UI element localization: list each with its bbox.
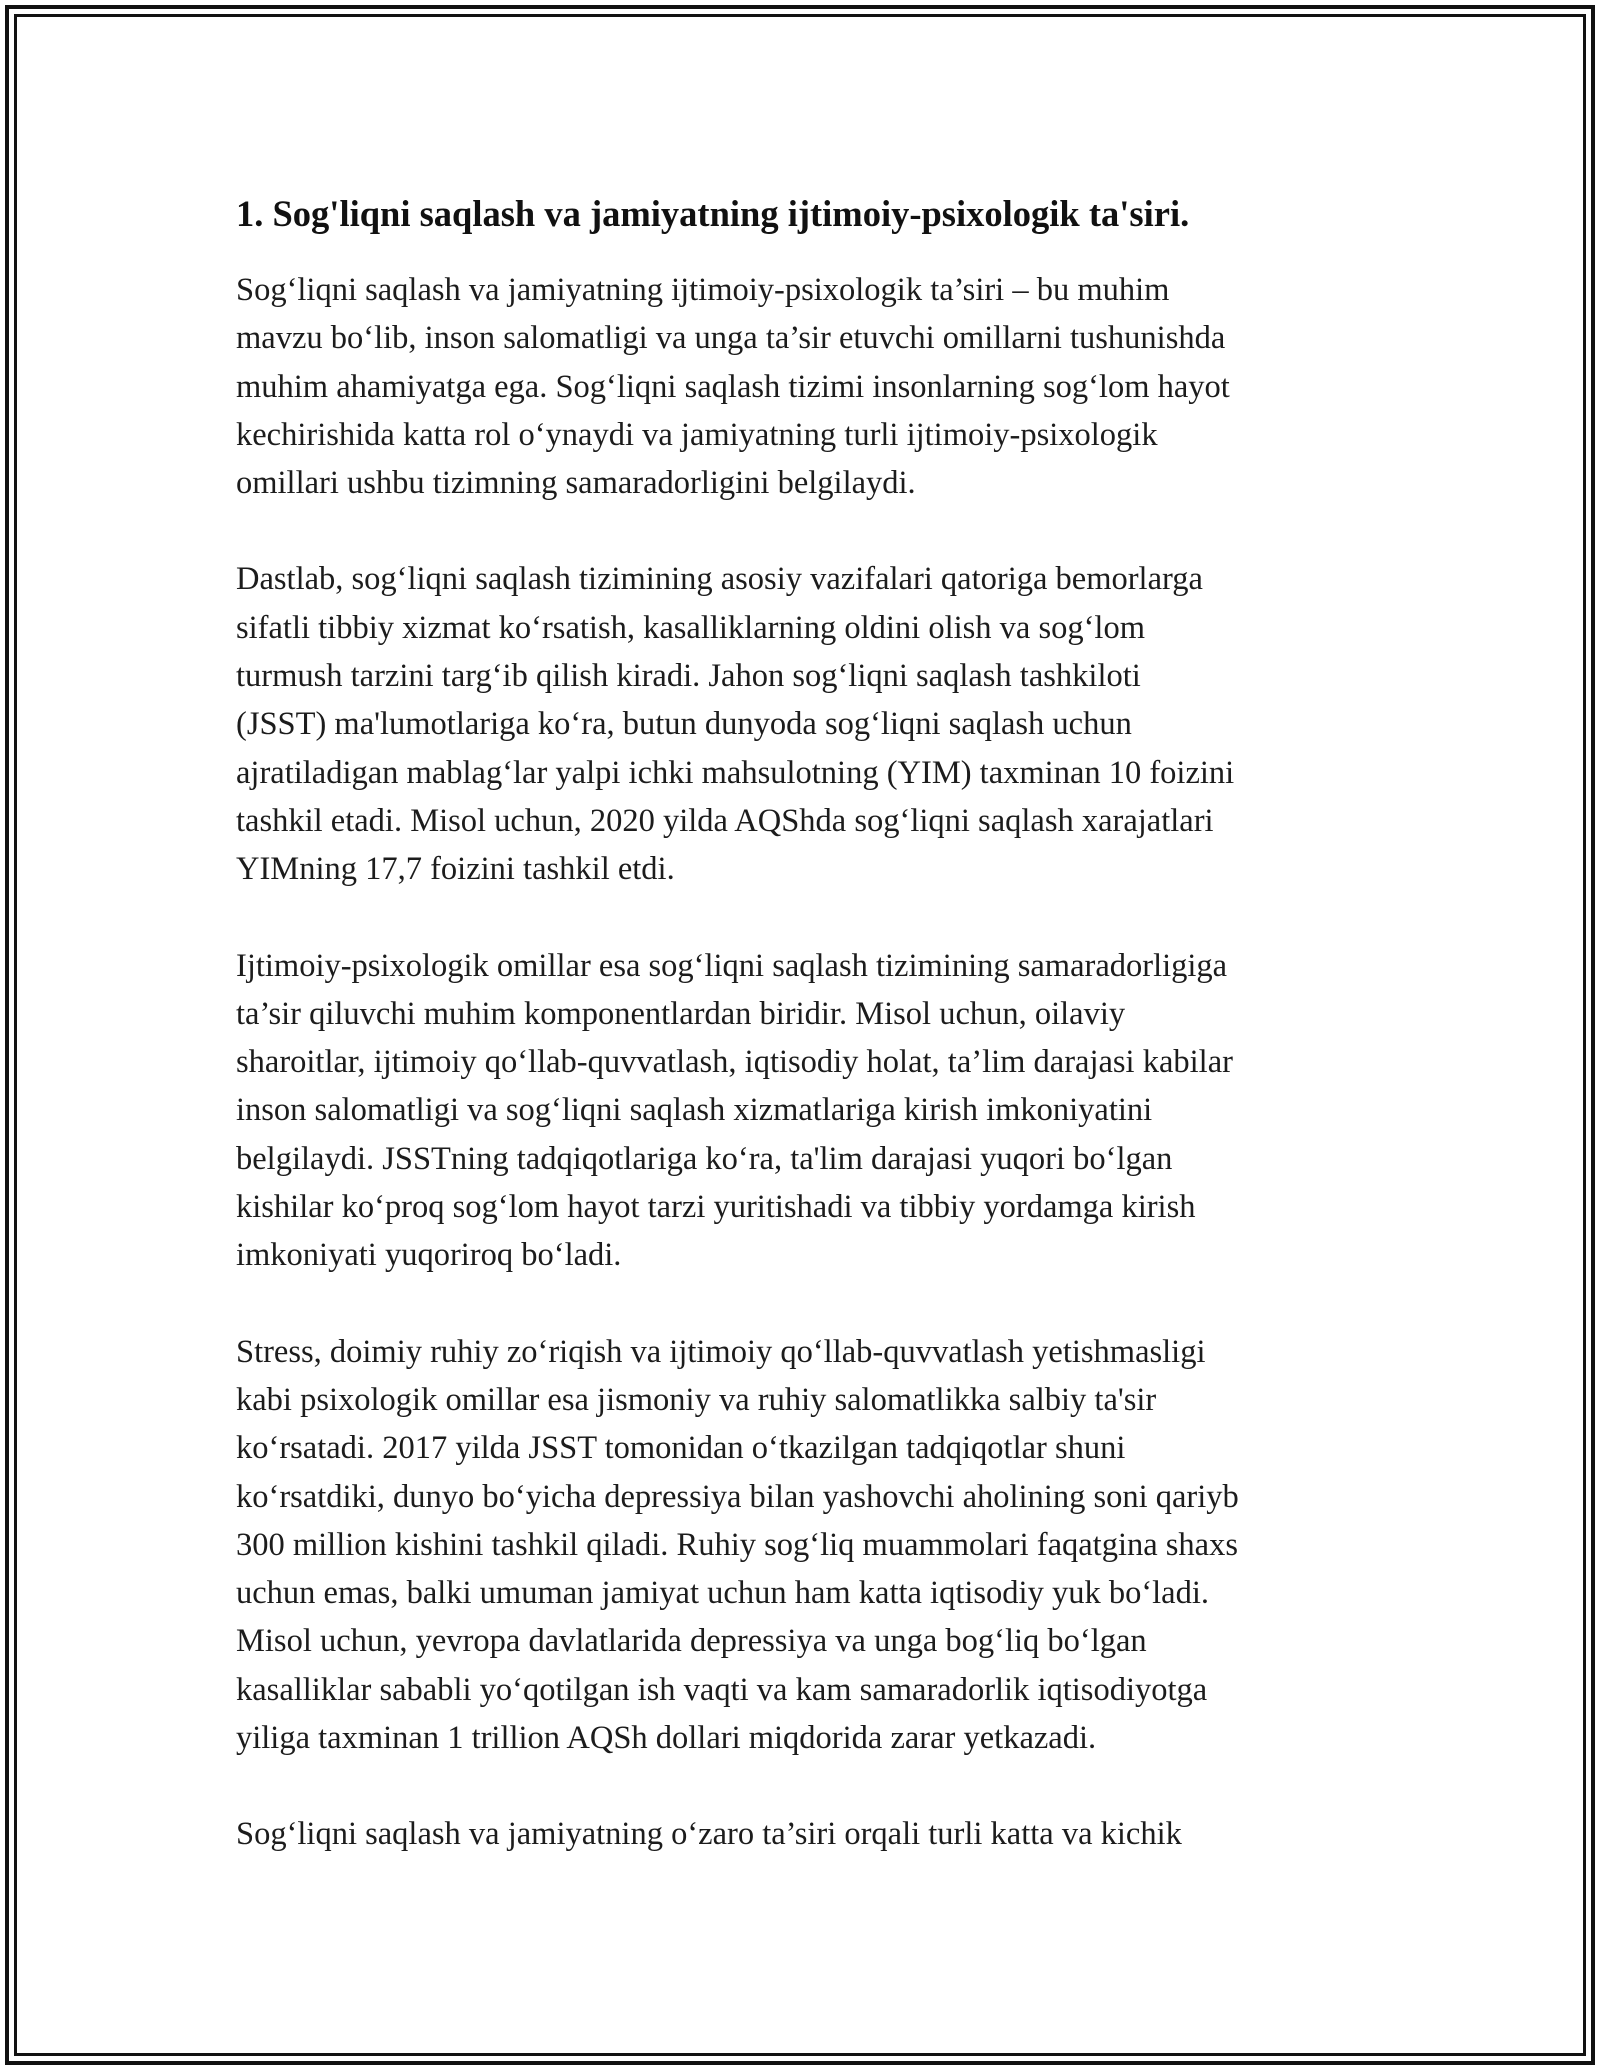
text-line: kechirishida katta rol o‘ynaydi va jamiyatning turli ijtimoiy-psixologik (236, 416, 1158, 453)
text-line: sharoitlar, ijtimoiy qo‘llab-quvvatlash, iqtisodiy holat, ta’lim darajasi kabilar (236, 1044, 1233, 1081)
text-line: kasalliklar sababli yo‘qotilgan ish vaqti va kam samaradorlik iqtisodiyotga (236, 1671, 1208, 1708)
text-line: Ijtimoiy-psixologik omillar esa sog‘liqni saqlash tizimining samaradorligiga (236, 947, 1228, 984)
text-line: turmush tarzini targ‘ib qilish kiradi. Jahon sog‘liqni saqlash tashkiloti (236, 658, 1141, 695)
paragraph-stress (236, 1328, 1376, 1763)
paragraph-healthcare-system (236, 555, 1376, 893)
document-body (236, 188, 1376, 1907)
paragraph-social-factors (236, 942, 1376, 1280)
paragraph-intro (236, 266, 1376, 507)
text-line: belgilaydi. JSSTning tadqiqotlariga ko‘ra, ta'lim darajasi yuqori bo‘lgan (236, 1140, 1173, 1177)
text-line: ta’sir qiluvchi muhim komponentlardan biridir. Misol uchun, oilaviy (236, 995, 1126, 1032)
text-line: YIMning 17,7 foizini tashkil etdi. (236, 851, 675, 888)
text-line: ajratiladigan mablag‘lar yalpi ichki mahsulotning (YIM) taxminan 10 foizini (236, 754, 1235, 791)
text-line: tashkil etadi. Misol uchun, 2020 yilda AQShda sog‘liqni saqlash xarajatlari (236, 802, 1214, 839)
text-line: sifatli tibbiy xizmat ko‘rsatish, kasalliklarning oldini olish va sog‘lom (236, 609, 1145, 646)
text-line: (JSST) ma'lumotlariga ko‘ra, butun dunyoda sog‘liqni saqlash uchun (236, 706, 1132, 743)
paragraph-interaction (236, 1810, 1376, 1858)
section-heading: 1. Sog'liqni saqlash va jamiyatning ijtimoiy-psixologik ta'siri. (236, 193, 1190, 234)
text-line: inson salomatligi va sog‘liqni saqlash xizmatlariga kirish imkoniyatini (236, 1092, 1153, 1129)
text-line: ko‘rsatdiki, dunyo bo‘yicha depressiya bilan yashovchi aholining soni qariyb (236, 1478, 1239, 1515)
text-line: kishilar ko‘proq sog‘lom hayot tarzi yuritishadi va tibbiy yordamga kirish (236, 1189, 1196, 1226)
text-line: omillari ushbu tizimning samaradorligini belgilaydi. (236, 465, 916, 502)
text-line: ko‘rsatadi. 2017 yilda JSST tomonidan o‘tkazilgan tadqiqotlar shuni (236, 1430, 1126, 1467)
text-line: Sog‘liqni saqlash va jamiyatning ijtimoiy-psixologik ta’siri – bu muhim (236, 272, 1170, 308)
text-line: kabi psixologik omillar esa jismoniy va ruhiy salomatlikka salbiy ta'sir (236, 1381, 1157, 1418)
text-line: Sog‘liqni saqlash va jamiyatning o‘zaro ta’siri orqali turli katta va kichik (236, 1816, 1182, 1853)
text-line: 300 million kishini tashkil qiladi. Ruhiy sog‘liq muammolari faqatgina shaxs (236, 1526, 1238, 1563)
text-line: uchun emas, balki umuman jamiyat uchun ham katta iqtisodiy yuk bo‘ladi. (236, 1575, 1210, 1612)
text-line: yiliga taxminan 1 trillion AQSh dollari miqdorida zarar yetkazadi. (236, 1720, 1097, 1757)
text-line: Dastlab, sog‘liqni saqlash tizimining asosiy vazifalari qatoriga bemorlarga (236, 561, 1203, 598)
text-line: Stress, doimiy ruhiy zo‘riqish va ijtimoiy qo‘llab-quvvatlash yetishmasligi (236, 1333, 1206, 1370)
text-line: Misol uchun, yevropa davlatlarida depressiya va unga bog‘liq bo‘lgan (236, 1623, 1147, 1660)
text-line: mavzu bo‘lib, inson salomatligi va unga ta’sir etuvchi omillarni tushunishda (236, 320, 1226, 357)
text-line: muhim ahamiyatga ega. Sog‘liqni saqlash tizimi insonlarning sog‘lom hayot (236, 368, 1230, 405)
text-line: imkoniyati yuqoriroq bo‘ladi. (236, 1237, 622, 1274)
